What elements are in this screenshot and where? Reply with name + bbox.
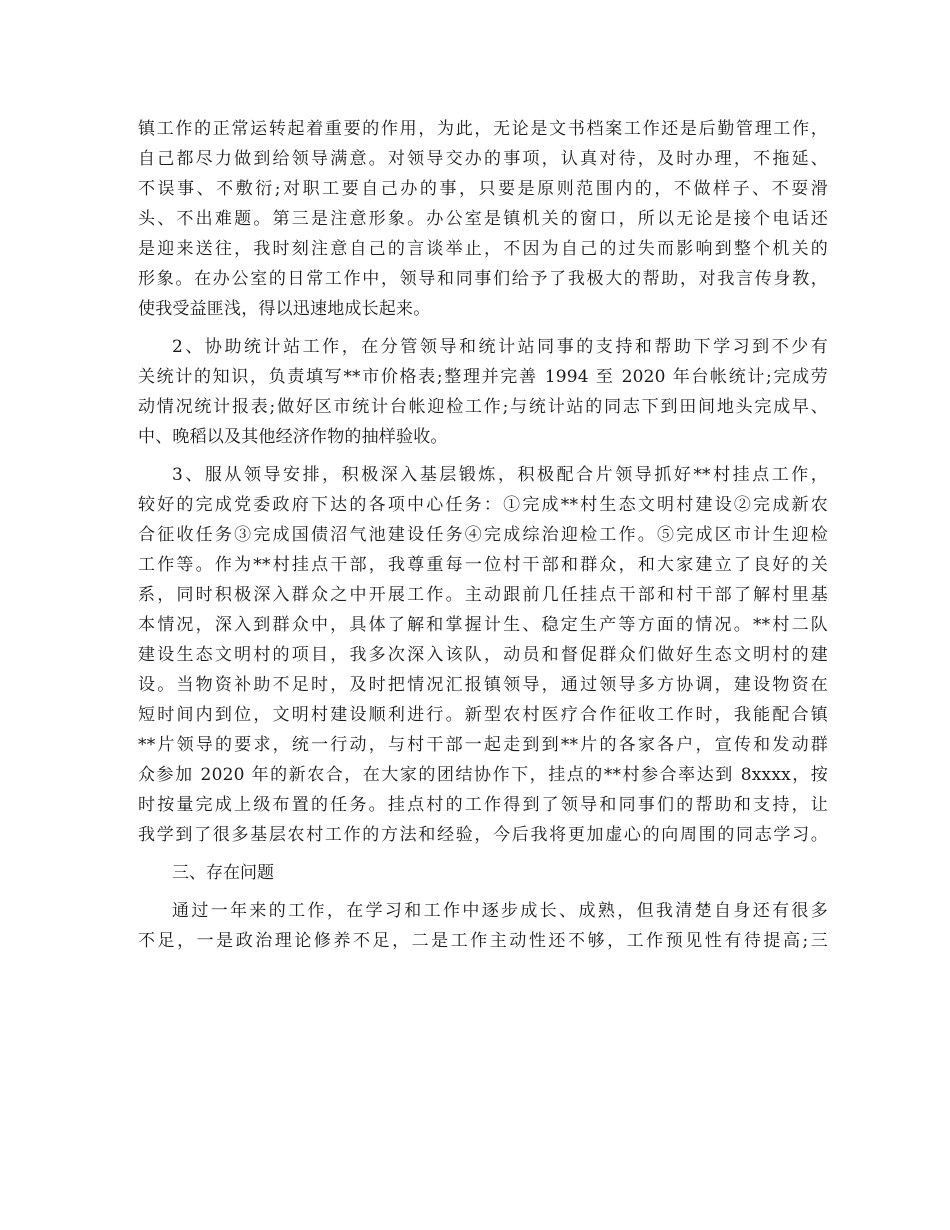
document-body bbox=[138, 114, 828, 964]
text-line: 设。当物资补助不足时，及时把情况汇报镇领导，通过领导多方协调，建设物资在 bbox=[138, 675, 828, 695]
paragraph-village-work bbox=[138, 460, 828, 850]
paragraph-office-work bbox=[138, 114, 828, 324]
text-line: 自己都尽力做到给领导满意。对领导交办的事项，认真对待，及时办理，不拖延、 bbox=[138, 149, 828, 169]
text-line: 头、不出难题。第三是注意形象。办公室是镇机关的窗口，所以无论是接个电话还 bbox=[138, 209, 828, 229]
text-line: 不足，一是政治理论修养不足，二是工作主动性还不够，工作预见性有待提高;三 bbox=[138, 931, 828, 951]
text-line: 我学到了很多基层农村工作的方法和经验，今后我将更加虚心的向周围的同志学习。 bbox=[138, 825, 828, 845]
text-line: 本情况，深入到群众中，具体了解和掌握计生、稳定生产等方面的情况。**村二队 bbox=[138, 615, 828, 635]
text-line: 短时间内到位，文明村建设顺利进行。新型农村医疗合作征收工作时，我能配合镇 bbox=[138, 705, 828, 725]
paragraph-statistics-work bbox=[138, 332, 828, 452]
text-line: 使我受益匪浅，得以迅速地成长起来。 bbox=[138, 299, 431, 319]
text-line: 系，同时积极深入群众之中开展工作。主动跟前几任挂点干部和村干部了解村里基 bbox=[138, 585, 828, 605]
text-line: 形象。在办公室的日常工作中，领导和同事们给予了我极大的帮助，对我言传身教， bbox=[138, 269, 828, 289]
text-line: 关统计的知识，负责填写**市价格表;整理并完善 1994 至 2020 年台帐统计;完成劳 bbox=[138, 367, 828, 387]
paragraph-problems bbox=[138, 896, 828, 956]
text-line: 较好的完成党委政府下达的各项中心任务：①完成**村生态文明村建设②完成新农 bbox=[138, 495, 828, 515]
section-heading: 三、存在问题 bbox=[172, 863, 274, 883]
text-line: 动情况统计报表;做好区市统计台帐迎检工作;与统计站的同志下到田间地头完成早、 bbox=[138, 397, 828, 417]
text-line: 建设生态文明村的项目，我多次深入该队，动员和督促群众们做好生态文明村的建 bbox=[138, 645, 828, 665]
text-line: 时按量完成上级布置的任务。挂点村的工作得到了领导和同事们的帮助和支持，让 bbox=[138, 795, 828, 815]
text-line: 中、晚稻以及其他经济作物的抽样验收。 bbox=[138, 427, 448, 447]
text-line: 是迎来送往，我时刻注意自己的言谈举止，不因为自己的过失而影响到整个机关的 bbox=[138, 239, 828, 259]
text-line: 3、服从领导安排，积极深入基层锻炼，积极配合片领导抓好**村挂点工作， bbox=[172, 465, 828, 485]
text-line: 工作等。作为**村挂点干部，我尊重每一位村干部和群众，和大家建立了良好的关 bbox=[138, 555, 828, 575]
text-line: 合征收任务③完成国债沼气池建设任务④完成综治迎检工作。⑤完成区市计生迎检 bbox=[138, 525, 828, 545]
text-line: 众参加 2020 年的新农合，在大家的团结协作下，挂点的**村参合率达到 8xxxx，按 bbox=[138, 765, 828, 785]
text-line: 2、协助统计站工作，在分管领导和统计站同事的支持和帮助下学习到不少有 bbox=[172, 337, 828, 357]
text-line: 不误事、不敷衍;对职工要自己办的事，只要是原则范围内的，不做样子、不耍滑 bbox=[138, 179, 828, 199]
text-line: 通过一年来的工作，在学习和工作中逐步成长、成熟，但我清楚自身还有很多 bbox=[172, 901, 828, 921]
text-line: 镇工作的正常运转起着重要的作用，为此，无论是文书档案工作还是后勤管理工作， bbox=[138, 119, 828, 139]
text-line: **片领导的要求，统一行动，与村干部一起走到到**片的各家各户，宣传和发动群 bbox=[138, 735, 828, 755]
